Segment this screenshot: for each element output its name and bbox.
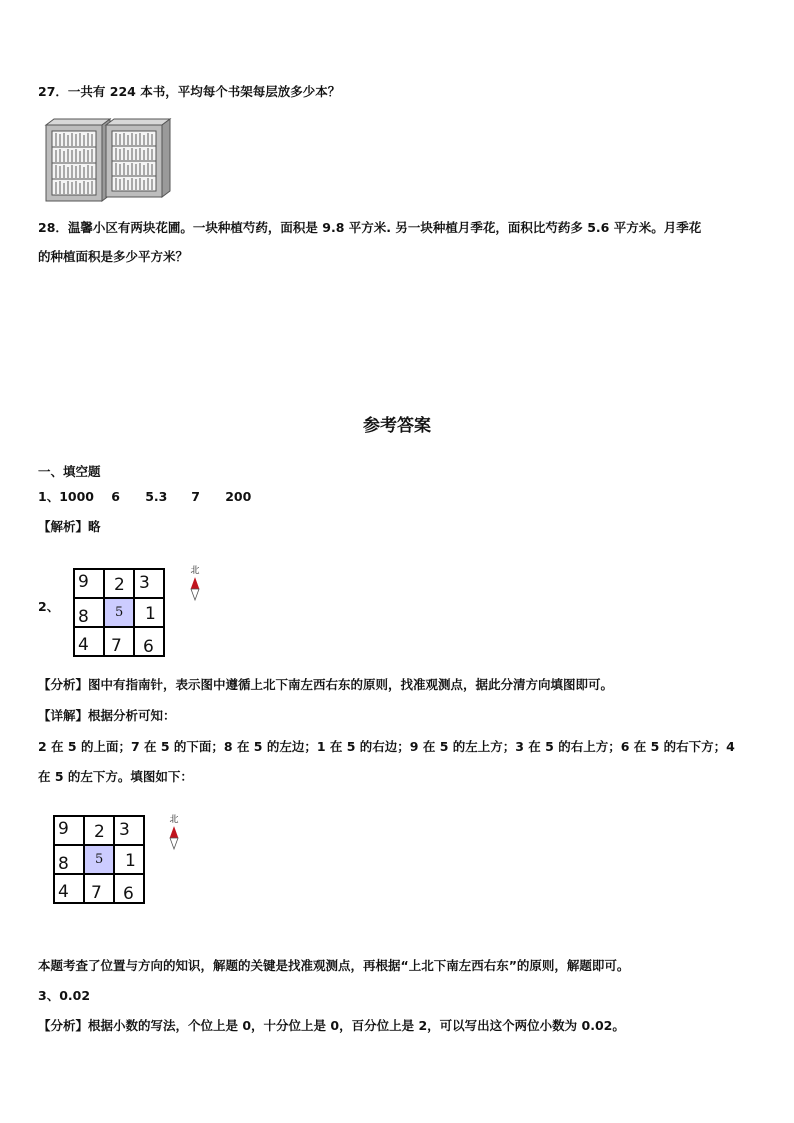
- answer-3-label: 3、: [38, 988, 60, 1003]
- answer-1: [38, 489, 251, 505]
- answer-2-conclusion: 本题考查了位置与方向的知识，解题的关键是找准观测点，再根据“上北下南左西右东”的原则，解题即可。: [38, 958, 630, 973]
- grid-cell: 3: [134, 569, 164, 598]
- question-28-line2: 的种植面积是多少平方米？: [38, 249, 189, 264]
- answer-1-value: 6: [111, 489, 120, 504]
- answer-1-value: 200: [225, 489, 252, 504]
- answer-1-label: 1、: [38, 489, 60, 504]
- section-heading: 一、填空题: [38, 464, 101, 479]
- grid-cell: 9: [74, 569, 104, 598]
- north-label: 北: [169, 815, 179, 825]
- compass-needle-icon: [166, 825, 182, 851]
- answer-1-value: 5.3: [145, 489, 168, 504]
- grid-cell: 8: [74, 598, 104, 627]
- grid-cell: 9: [54, 816, 84, 845]
- compass: [187, 566, 203, 606]
- grid-cell: 4: [74, 627, 104, 656]
- bookshelf-illustration: [44, 117, 174, 203]
- bookshelf-right: [106, 119, 170, 197]
- grid-cell: 8: [54, 845, 84, 874]
- answer-1-value: 7: [191, 489, 200, 504]
- question-27: 27．一共有 224 本书，平均每个书架每层放多少本？: [38, 84, 341, 99]
- grid-cell: 6: [134, 627, 164, 656]
- grid-cell-center: 5: [104, 598, 134, 627]
- bookshelf-left: [46, 119, 110, 201]
- grid-cell: 7: [104, 627, 134, 656]
- answer-3-value: 0.02: [59, 988, 91, 1003]
- north-label: 北: [190, 566, 200, 576]
- grid-cell-center: 5: [84, 845, 114, 874]
- answers-title: 参考答案: [363, 416, 431, 436]
- grid-cell: 1: [114, 845, 144, 874]
- answer-3-analysis: 【分析】根据小数的写法，个位上是 0，十分位上是 0，百分位上是 2，可以写出这个两位小数为 0.02。: [38, 1018, 625, 1033]
- answer-2-label: 2、: [38, 599, 60, 614]
- answer-2-detail-line1: 2 在 5 的上面；7 在 5 的下面；8 在 5 的左边；1 在 5 的右边；9 在 5 的左上方；3 在 5 的右上方；6 在 5 的右下方；4: [38, 739, 735, 754]
- compass-needle-icon: [187, 576, 203, 602]
- grid-cell: 7: [84, 874, 114, 903]
- direction-grid-filled: [53, 815, 145, 904]
- grid-cell: 4: [54, 874, 84, 903]
- answer-2-analysis: 【分析】图中有指南针，表示图中遵循上北下南左西右东的原则，找准观测点，据此分清方向填图即可。: [38, 677, 614, 692]
- grid-cell: 3: [114, 816, 144, 845]
- grid-cell: 2: [104, 569, 134, 598]
- answer-2-detail-line2: 在 5 的左下方。填图如下：: [38, 769, 193, 784]
- grid-cell: 1: [134, 598, 164, 627]
- question-28-line1: 28．温馨小区有两块花圃。一块种植芍药，面积是 9.8 平方米. 另一块种植月季花，面积比芍药多 5.6 平方米。月季花: [38, 220, 702, 235]
- answer-1-value: 1000: [59, 489, 94, 504]
- direction-grid: [73, 568, 165, 657]
- answer-1-explanation: 【解析】略: [38, 519, 101, 534]
- grid-cell: 2: [84, 816, 114, 845]
- answer-3: [38, 988, 90, 1004]
- answer-2-detail: 【详解】根据分析可知：: [38, 708, 176, 723]
- grid-cell: 6: [114, 874, 144, 903]
- compass: [166, 815, 182, 855]
